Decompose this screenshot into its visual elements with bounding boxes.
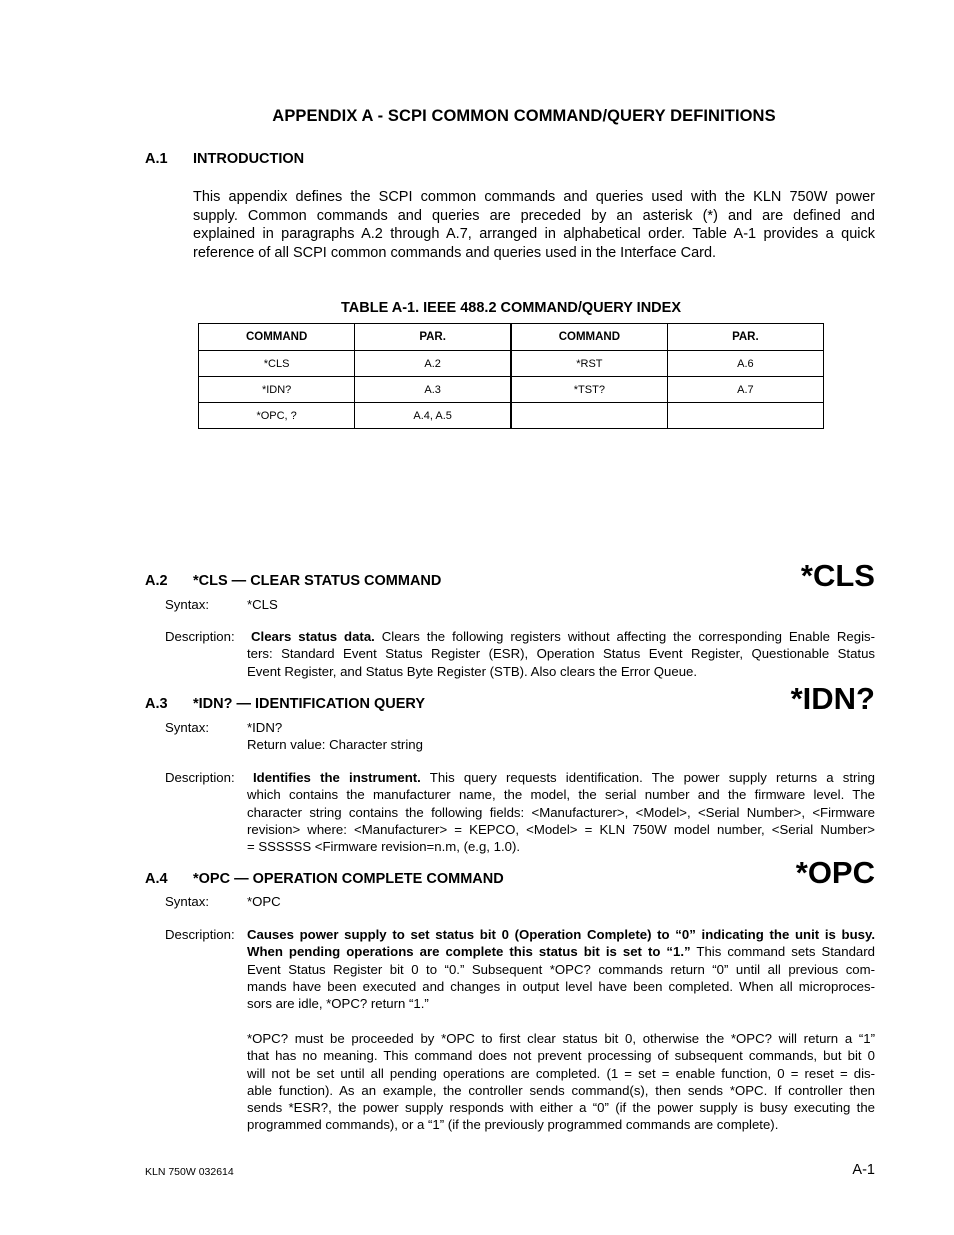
intro-line: supply. Common commands and queries are preceded by an asterisk (*) and are defined and	[193, 207, 875, 224]
opc-desc-line: sors are idle, *OPC? return “1.”	[247, 996, 429, 1012]
idn-section-number: A.3	[145, 696, 168, 712]
cls-description-cont	[247, 645, 875, 680]
table-row	[199, 403, 824, 429]
opc-desc2-line: sends *ESR?, the power supply responds with either a “0” (if the power supply is busy executing the	[247, 1100, 875, 1116]
intro-section-number: A.1	[145, 151, 168, 167]
opc-description-label: Description:	[165, 927, 235, 942]
table-cell: *IDN?	[199, 377, 355, 403]
idn-desc-line: revision> where: <Manufacturer> = KEPCO, <Model> = KLN 750W model number, <Serial Number>	[247, 821, 875, 837]
table-row	[199, 351, 824, 377]
cls-syntax-label: Syntax:	[165, 597, 209, 612]
table-cell	[511, 403, 667, 429]
cls-desc-bold: Clears status data.	[251, 629, 375, 644]
table-header-cell: PAR.	[667, 324, 823, 351]
idn-syntax-value: *IDN?	[247, 720, 283, 735]
opc-desc2-line: able function). As an example, the controller sends command(s), then sends *OPC. If controller then	[247, 1082, 875, 1098]
idn-desc-line: character string contains the following fields: <Manufacturer>, <Model>, <Serial Number>, <Firmware	[247, 804, 875, 820]
opc-description-2	[247, 1030, 875, 1134]
table-header-cell: COMMAND	[199, 324, 355, 351]
opc-syntax-value: *OPC	[247, 894, 281, 909]
table-header-row	[199, 324, 824, 351]
opc-description	[247, 926, 875, 1012]
cls-big-command: *CLS	[800, 558, 875, 593]
table-cell: *OPC, ?	[199, 403, 355, 429]
cls-desc-line: Event Register, and Status Byte Register (STB). Also clears the Error Queue.	[247, 663, 698, 679]
idn-syntax-label: Syntax:	[165, 720, 209, 735]
opc-desc2-line: programmed commands), or a “1” (if the previously programmed commands are complete).	[247, 1117, 779, 1133]
opc-desc-line: When pending operations are complete this status bit is set to “1.” This command sets Standard	[247, 944, 875, 960]
cls-syntax-value: *CLS	[247, 597, 278, 612]
table-cell	[667, 403, 823, 429]
table-cell: A.4, A.5	[355, 403, 511, 429]
table-cell: A.3	[355, 377, 511, 403]
cls-desc-line: Clears status data. Clears the following registers without affecting the corresponding Enable Regis-	[251, 629, 875, 644]
opc-desc-line: mands have been executed and changes in output level have been completed. When all microproces-	[247, 978, 875, 994]
idn-description	[253, 769, 875, 786]
intro-line: explained in paragraphs A.2 through A.7, arranged in alphabetical order. Table A-1 provides a quick	[193, 226, 875, 242]
opc-big-command: *OPC	[795, 855, 875, 890]
idn-syntax	[247, 719, 423, 754]
table-cell: *RST	[511, 351, 667, 377]
intro-line: This appendix defines the SCPI common commands and queries used with the KLN 750W power	[193, 189, 875, 205]
intro-paragraph	[193, 188, 875, 262]
page-title: APPENDIX A - SCPI COMMON COMMAND/QUERY DEFINITIONS	[272, 107, 776, 125]
intro-section-heading: INTRODUCTION	[193, 151, 305, 167]
idn-description-label: Description:	[165, 770, 235, 785]
opc-section-number: A.4	[145, 871, 168, 887]
idn-desc-line: which contains the manufacturer name, the model, the serial number and the firmware level. The	[247, 787, 875, 803]
table-row	[199, 377, 824, 403]
table-cell: A.2	[355, 351, 511, 377]
cls-description-label: Description:	[165, 629, 235, 644]
opc-desc-line	[247, 926, 875, 943]
idn-description-cont	[247, 786, 875, 855]
opc-syntax-label: Syntax:	[165, 894, 209, 909]
opc-desc-bold: Causes power supply to set status bit 0 (Operation Complete) to “0” indicating the unit is busy.	[247, 927, 875, 942]
table-title: TABLE A-1. IEEE 488.2 COMMAND/QUERY INDEX	[340, 300, 681, 316]
footer-page-number: A-1	[852, 1162, 875, 1178]
command-index-table	[198, 323, 824, 429]
cls-description	[251, 628, 875, 645]
cls-desc-line: ters: Standard Event Status Register (ESR), Operation Status Event Register, Questionable Status	[247, 646, 875, 662]
idn-desc-line: Identifies the instrument. This query requests identification. The power supply returns a string	[253, 770, 875, 785]
opc-section-heading: *OPC — OPERATION COMPLETE COMMAND	[193, 871, 504, 887]
table-cell: A.7	[667, 377, 823, 403]
opc-desc2-line: that has no meaning. This command does not prevent processing of subsequent commands, but bit 0	[247, 1048, 875, 1064]
table-cell: *CLS	[199, 351, 355, 377]
cls-section-heading: *CLS — CLEAR STATUS COMMAND	[193, 573, 442, 589]
idn-desc-bold: Identifies the instrument.	[253, 770, 421, 785]
opc-desc-bold: When pending operations are complete this status bit is set to “1.”	[247, 944, 691, 960]
idn-big-command: *IDN?	[790, 681, 875, 716]
idn-desc-line: = SSSSSS <Firmware revision=n.m, (e.g, 1.0).	[247, 839, 521, 855]
opc-desc-line: Event Status Register bit 0 to “0.” Subsequent *OPC? commands return “0” until all previous com-	[247, 961, 875, 977]
table-header-cell: COMMAND	[511, 324, 667, 351]
opc-desc2-line: will not be set until all pending operations are completed. (1 = set = enable function, 0 = reset = dis-	[247, 1065, 875, 1081]
table-cell: A.6	[667, 351, 823, 377]
footer-document-id: KLN 750W 032614	[145, 1166, 234, 1178]
table-header-cell: PAR.	[355, 324, 511, 351]
idn-section-heading: *IDN? — IDENTIFICATION QUERY	[193, 696, 425, 712]
cls-section-number: A.2	[145, 573, 168, 589]
intro-line: reference of all SCPI common commands and queries used in the Interface Card.	[193, 244, 717, 261]
idn-return-value: Return value: Character string	[247, 737, 423, 753]
opc-desc2-line: *OPC? must be proceeded by *OPC to first clear status bit 0, otherwise the *OPC? will return a “1”	[247, 1031, 875, 1046]
table-cell: *TST?	[511, 377, 667, 403]
